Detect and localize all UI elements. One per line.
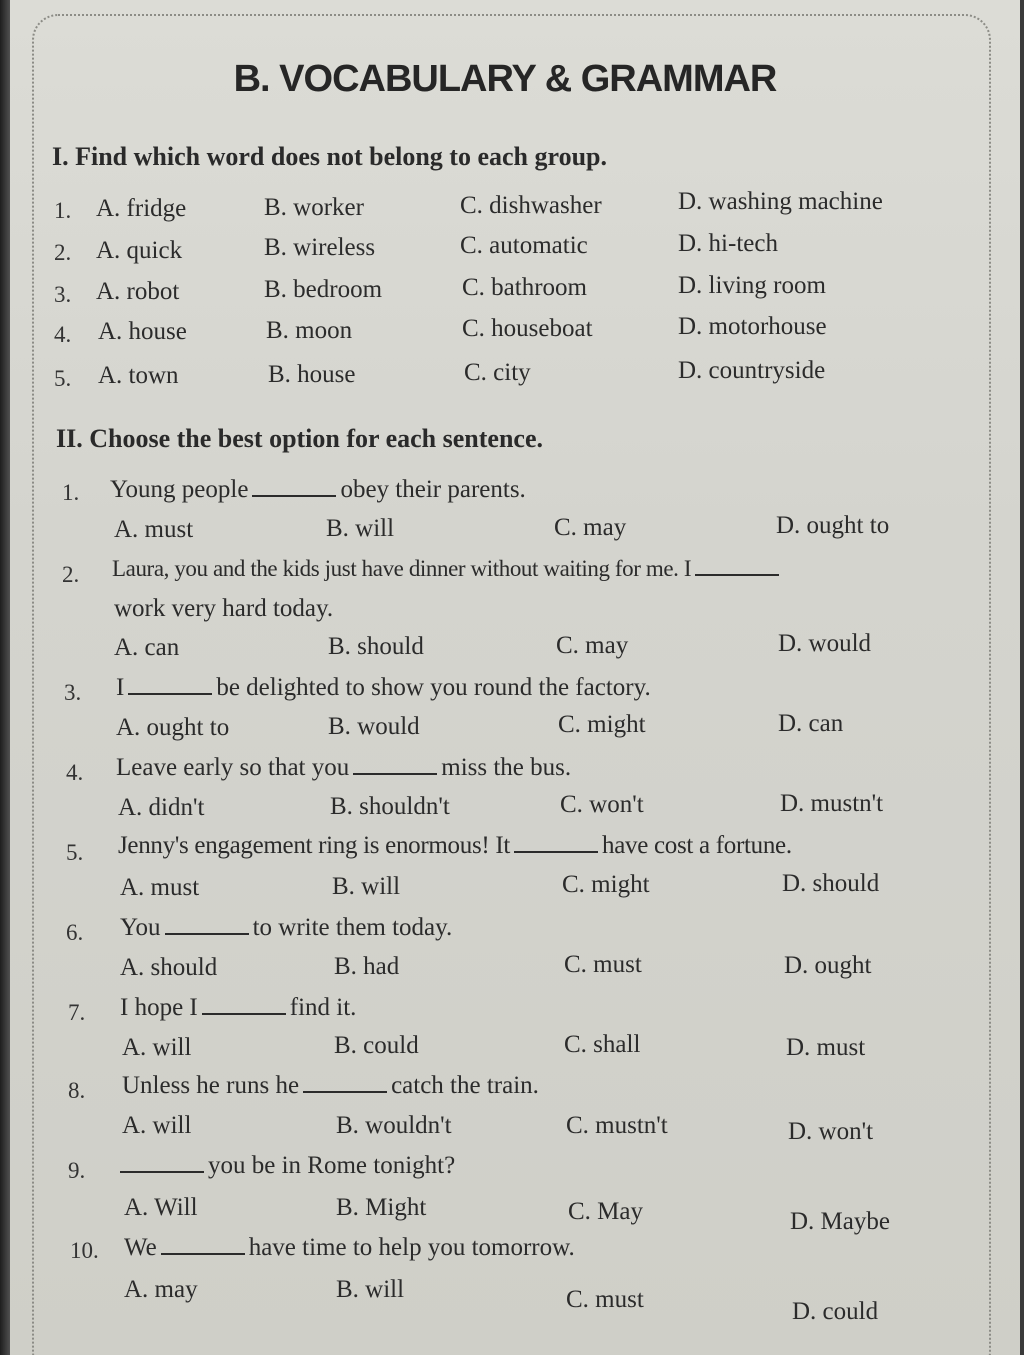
answer-blank[interactable]	[514, 833, 598, 853]
question-text-line-2: work very hard today.	[114, 595, 334, 622]
option-a: A. ought to	[116, 714, 230, 741]
option-b: B. moon	[266, 317, 353, 344]
row-number: 4.	[54, 322, 72, 347]
question-text	[110, 476, 526, 504]
option-a: A. house	[98, 318, 187, 345]
option-a: A. should	[120, 954, 218, 981]
question-text	[116, 754, 571, 782]
option-b: B. Might	[336, 1194, 427, 1221]
question-number: 4.	[66, 760, 84, 785]
option-c: C. automatic	[460, 232, 588, 259]
question-text	[118, 832, 792, 860]
answer-blank[interactable]	[353, 755, 437, 775]
question-text	[120, 994, 356, 1022]
option-d: D. could	[792, 1298, 879, 1325]
answer-blank[interactable]	[202, 995, 286, 1015]
option-a: A. must	[120, 874, 200, 901]
option-a: A. fridge	[96, 195, 187, 222]
row-number: 5.	[54, 366, 72, 391]
question-text-after: miss the bus.	[441, 754, 572, 781]
answer-blank[interactable]	[695, 556, 779, 576]
option-b: B. will	[332, 873, 401, 900]
option-b: B. wouldn't	[336, 1112, 452, 1139]
question-text-before: Leave early so that you	[116, 754, 350, 781]
option-a: A. town	[98, 362, 179, 389]
option-d: D. motorhouse	[678, 313, 827, 340]
option-d: D. Maybe	[790, 1208, 890, 1235]
question-text-before: Unless he runs he	[122, 1072, 300, 1099]
row-number: 3.	[54, 282, 72, 307]
question-text-before: Laura, you and the kids just have dinner without waiting for me. I	[112, 556, 692, 581]
option-d: D. hi-tech	[678, 230, 778, 257]
question-text	[122, 1072, 539, 1100]
question-number: 8.	[68, 1078, 86, 1103]
option-c: C. mustn't	[566, 1112, 668, 1139]
option-c: C. may	[556, 632, 629, 659]
option-c: C. May	[568, 1198, 643, 1225]
question-number: 9.	[68, 1158, 86, 1183]
question-number: 1.	[62, 480, 80, 505]
option-d: D. ought	[784, 952, 872, 979]
answer-blank[interactable]	[161, 1235, 245, 1255]
question-number: 10.	[70, 1238, 99, 1263]
question-text-after: you be in Rome tonight?	[208, 1152, 456, 1179]
answer-blank[interactable]	[165, 915, 249, 935]
option-b: B. shouldn't	[330, 793, 450, 820]
option-b: B. wireless	[264, 234, 376, 261]
option-a: A. Will	[124, 1194, 198, 1221]
option-b: B. had	[334, 953, 400, 980]
option-d: D. living room	[678, 272, 826, 299]
question-number: 2.	[62, 562, 80, 587]
option-a: A. must	[114, 516, 194, 543]
option-d: D. ought to	[776, 512, 890, 539]
option-a: A. didn't	[118, 794, 205, 821]
option-b: B. should	[328, 633, 424, 660]
question-text	[120, 914, 452, 942]
question-text-after: have time to help you tomorrow.	[248, 1234, 575, 1261]
option-d: D. washing machine	[678, 188, 883, 215]
option-c: C. city	[464, 359, 531, 386]
option-b: B. bedroom	[264, 276, 383, 303]
option-b: B. worker	[264, 194, 364, 221]
question-text	[116, 674, 651, 702]
section-2-heading: II. Choose the best option for each sentence.	[56, 424, 543, 453]
option-c: C. won't	[560, 791, 644, 818]
answer-blank[interactable]	[303, 1073, 387, 1093]
option-c: C. may	[554, 514, 627, 541]
question-text	[124, 1234, 575, 1262]
option-d: D. can	[778, 710, 844, 737]
question-text-after: be delighted to show you round the factory.	[216, 674, 651, 701]
question-text-after: have cost a fortune.	[602, 832, 792, 859]
question-text-before: We	[124, 1234, 157, 1261]
page-title: B. VOCABULARY & GRAMMAR	[233, 58, 777, 100]
option-a: A. quick	[96, 237, 183, 264]
option-b: B. could	[334, 1032, 419, 1059]
option-a: A. robot	[96, 278, 180, 305]
option-a: A. may	[124, 1276, 198, 1303]
option-b: B. house	[268, 361, 356, 388]
question-number: 6.	[66, 920, 84, 945]
question-text-after: to write them today.	[252, 914, 453, 941]
option-a: A. will	[122, 1112, 192, 1139]
question-number: 3.	[64, 680, 82, 705]
question-text-before: You	[120, 914, 161, 941]
option-d: D. must	[786, 1034, 866, 1061]
option-c: C. might	[562, 871, 650, 898]
option-c: C. might	[558, 711, 646, 738]
option-d: D. countryside	[678, 357, 826, 384]
option-b: B. will	[326, 515, 395, 542]
option-c: C. must	[564, 951, 642, 978]
question-number: 5.	[66, 840, 84, 865]
answer-blank[interactable]	[128, 675, 212, 695]
answer-blank[interactable]	[252, 477, 336, 497]
question-text-after: find it.	[289, 994, 357, 1021]
question-text-before: Jenny's engagement ring is enormous! It	[118, 832, 511, 859]
question-text-after: obey their parents.	[340, 476, 526, 503]
option-b: B. will	[336, 1276, 405, 1303]
option-d: D. should	[782, 870, 880, 897]
question-text-before: Young people	[110, 476, 249, 503]
row-number: 1.	[54, 198, 72, 223]
option-a: A. will	[122, 1034, 192, 1061]
question-number: 7.	[68, 1000, 86, 1025]
question-text-after: catch the train.	[391, 1072, 539, 1099]
question-text	[112, 556, 783, 582]
option-c: C. shall	[564, 1031, 641, 1058]
option-d: D. would	[778, 630, 872, 657]
option-c: C. dishwasher	[460, 192, 602, 219]
option-c: C. houseboat	[462, 315, 593, 342]
question-text-before: I	[116, 674, 125, 701]
option-c: C. must	[566, 1286, 644, 1313]
section-1-heading: I. Find which word does not belong to each group.	[52, 142, 607, 171]
option-d: D. won't	[788, 1118, 874, 1145]
answer-blank[interactable]	[120, 1153, 204, 1173]
option-d: D. mustn't	[780, 790, 884, 817]
question-text	[120, 1152, 455, 1180]
question-text-before: I hope I	[120, 994, 198, 1021]
row-number: 2.	[54, 240, 72, 265]
worksheet-page	[10, 0, 1020, 1355]
option-a: A. can	[114, 634, 180, 661]
option-c: C. bathroom	[462, 274, 587, 301]
option-b: B. would	[328, 713, 420, 740]
